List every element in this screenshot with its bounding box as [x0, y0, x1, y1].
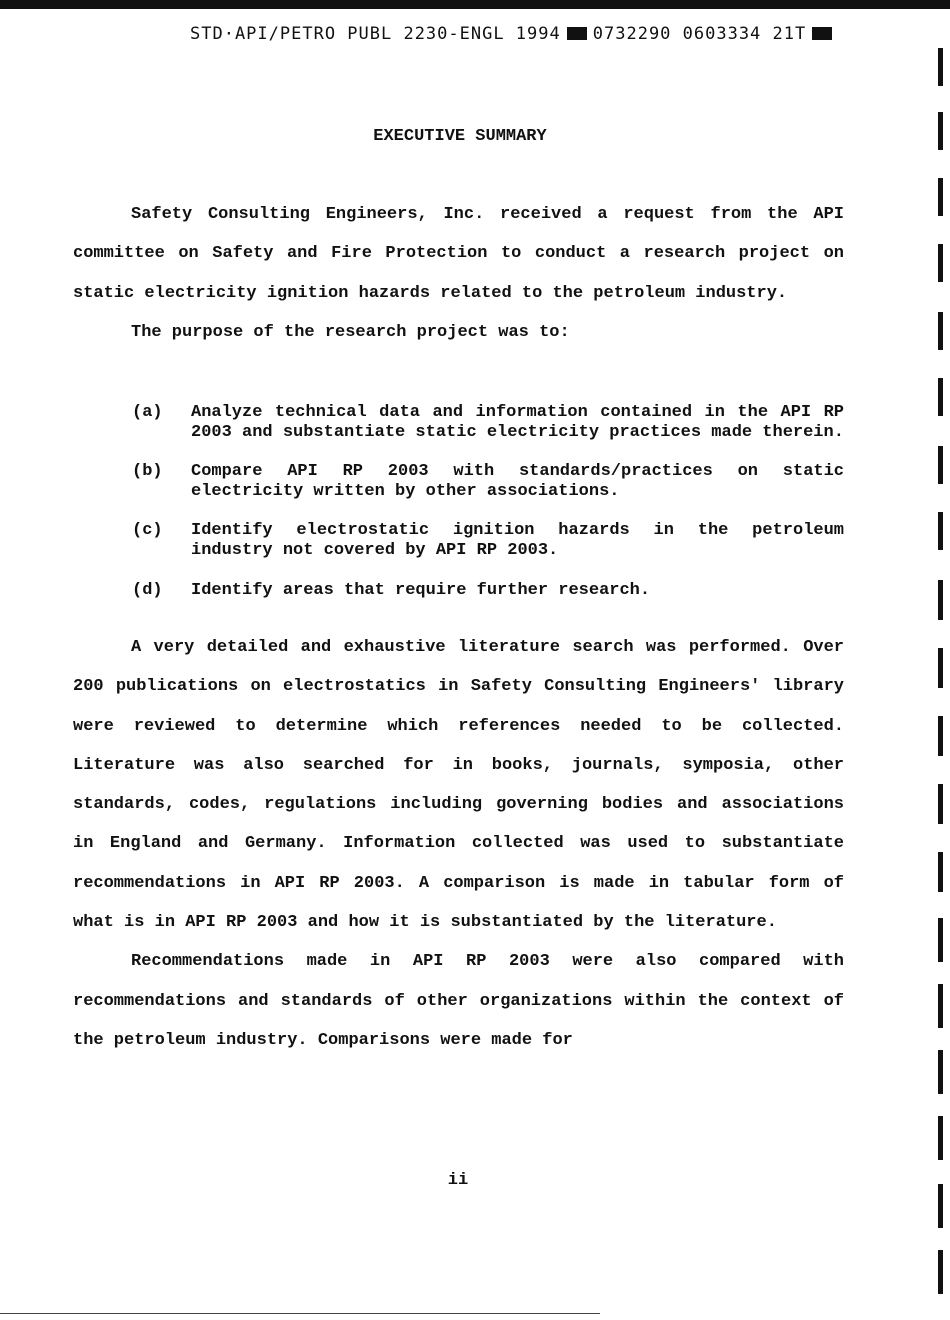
paragraph-intro: Safety Consulting Engineers, Inc. received a request from the API committee on Safety and Fire Protection to conduct a research project on static electricity ignition hazards related to the petroleum industry. — [73, 205, 844, 303]
purpose-text: Compare API RP 2003 with standards/practices on static electricity written by other associations. — [191, 462, 844, 501]
edge-scan-mark — [938, 112, 943, 150]
header-block-mark — [567, 27, 587, 40]
paragraph-purpose-lead: The purpose of the research project was to: — [131, 322, 570, 342]
paragraph-literature-search: A very detailed and exhaustive literature search was performed. Over 200 publications on electrostatics in Safety Consulting Engineers' library were reviewed to determine which references needed to be collected. Literature was also searched for in books, journals, symposia, other standards, codes, regulations including governing bodies and associations in England and Germany. Information collected was used to substantiate recommendations in API RP 2003. A comparison is made in tabular form of what is in API RP 2003 and how it is substantiated by the literature. — [73, 638, 844, 933]
purpose-text: Identify areas that require further research. — [191, 580, 651, 600]
purpose-item — [73, 521, 844, 560]
purpose-text: Analyze technical data and information contained in the API RP 2003 and substantiate static electricity practices made therein. — [191, 403, 844, 442]
edge-scan-mark — [938, 716, 943, 756]
document-code-header — [190, 24, 890, 44]
edge-scan-mark — [938, 1184, 943, 1228]
edge-scan-mark — [938, 1250, 943, 1294]
purpose-item — [73, 462, 844, 501]
purpose-item — [73, 403, 844, 442]
edge-scan-mark — [938, 852, 943, 892]
edge-scan-mark — [938, 1116, 943, 1160]
purpose-list — [73, 403, 844, 600]
edge-scan-mark — [938, 244, 943, 282]
purpose-label: (d) — [132, 580, 163, 600]
edge-scan-mark — [938, 784, 943, 824]
edge-scan-mark — [938, 580, 943, 620]
bottom-scan-line — [0, 1313, 600, 1314]
edge-scan-mark — [938, 446, 943, 484]
edge-scan-mark — [938, 48, 943, 86]
edge-scan-mark — [938, 512, 943, 550]
edge-scan-mark — [938, 312, 943, 350]
top-scan-rule — [0, 0, 950, 9]
edge-scan-mark — [938, 648, 943, 688]
edge-scan-mark — [938, 984, 943, 1028]
header-block-mark-end — [812, 27, 832, 40]
purpose-text: Identify electrostatic ignition hazards in the petroleum industry not covered by API RP 2003. — [191, 521, 844, 560]
purpose-list-container — [73, 403, 844, 600]
body-bottom — [73, 628, 844, 1060]
header-code-mid: 0732290 0603334 21T — [592, 24, 807, 44]
edge-scan-mark — [938, 178, 943, 216]
purpose-label: (c) — [132, 521, 163, 541]
page-number: ii — [447, 1171, 469, 1190]
body-top — [73, 195, 844, 352]
section-title: EXECUTIVE SUMMARY — [373, 127, 547, 146]
edge-scan-mark — [938, 378, 943, 416]
edge-scan-mark — [938, 918, 943, 962]
edge-scan-mark — [938, 1050, 943, 1094]
paragraph-comparisons: Recommendations made in API RP 2003 were also compared with recommendations and standards of other organizations within the context of the petroleum industry. Comparisons were made for — [73, 952, 844, 1050]
purpose-label: (b) — [132, 462, 163, 482]
header-code-left: STD·API/PETRO PUBL 2230-ENGL 1994 — [190, 24, 561, 44]
purpose-item — [73, 581, 844, 601]
purpose-label: (a) — [132, 403, 163, 422]
